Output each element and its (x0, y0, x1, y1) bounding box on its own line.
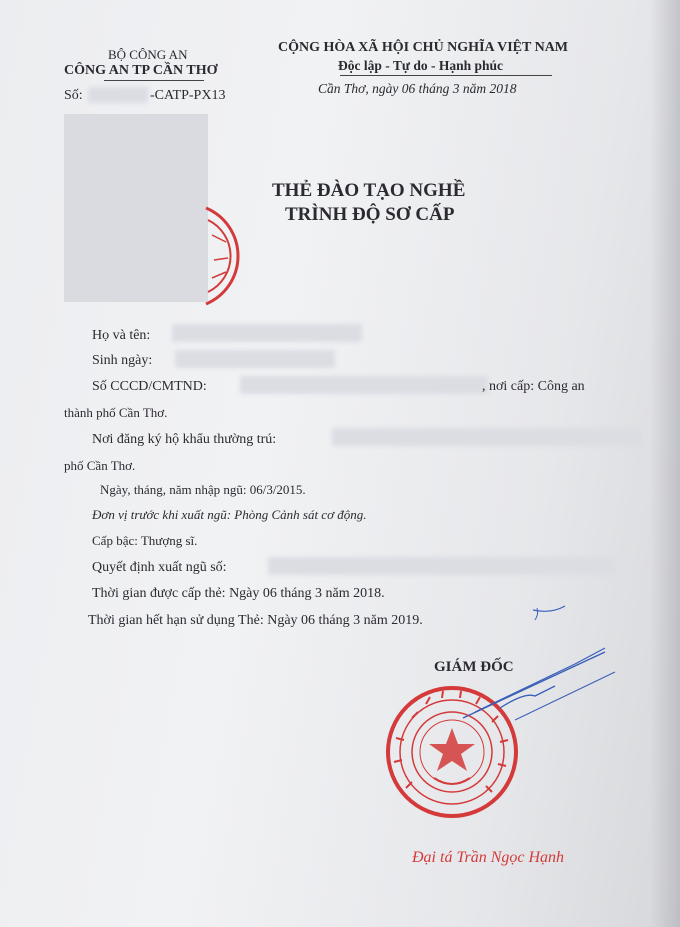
ministry-name: BỘ CÔNG AN (108, 47, 188, 62)
photo-stamp-graphic (196, 200, 256, 310)
residence-cont: phố Cần Thơ. (64, 458, 136, 473)
doc-number-suffix: -CATP-PX13 (150, 88, 226, 103)
card-expiry-time: Thời gian hết hạn sử dụng Thẻ: Ngày 06 tháng 3 năm 2019. (88, 613, 423, 628)
dob-label: Sinh ngày: (92, 353, 153, 368)
discharge-decision-label: Quyết định xuất ngũ số: (92, 560, 227, 575)
redacted-discharge-number (268, 557, 616, 575)
id-label: Số CCCD/CMTND: (92, 379, 207, 394)
redacted-residence (332, 428, 642, 446)
agency-underline (104, 80, 204, 81)
enlist-date: Ngày, tháng, năm nhập ngũ: 06/3/2015. (100, 482, 306, 497)
card-issue-time: Thời gian được cấp thẻ: Ngày 06 tháng 3 năm 2018. (92, 586, 385, 601)
place-date: Cần Thơ, ngày 06 tháng 3 năm 2018 (318, 81, 517, 96)
signer-position: GIÁM ĐỐC (434, 659, 514, 675)
redacted-photo (64, 114, 208, 302)
redacted-name (172, 324, 362, 342)
residence-label: Nơi đăng ký hộ khẩu thường trú: (92, 432, 277, 447)
rank: Cấp bậc: Thượng sĩ. (92, 533, 198, 548)
name-label: Họ và tên: (92, 328, 151, 343)
former-unit: Đơn vị trước khi xuất ngũ: Phòng Cảnh sát cơ động. (92, 507, 367, 522)
doc-number-prefix: Số: (64, 88, 83, 103)
document-title-line1: THẺ ĐÀO TẠO NGHỀ (272, 180, 466, 201)
id-issued-by-cont: thành phố Cần Thơ. (64, 405, 168, 420)
redacted-doc-number (88, 87, 148, 103)
agency-name: CÔNG AN TP CẦN THƠ (64, 63, 218, 78)
national-motto: Độc lập - Tự do - Hạnh phúc (338, 58, 504, 73)
id-issued-by: , nơi cấp: Công an (482, 379, 585, 394)
redacted-id-number (240, 376, 488, 394)
handwritten-signature-graphic (455, 600, 615, 720)
redacted-dob (175, 350, 335, 368)
document-title-line2: TRÌNH ĐỘ SƠ CẤP (285, 204, 455, 225)
motto-underline (340, 75, 552, 76)
nation-name: CỘNG HÒA XÃ HỘI CHỦ NGHĨA VIỆT NAM (278, 40, 569, 55)
signer-name: Đại tá Trần Ngọc Hạnh (412, 849, 565, 866)
